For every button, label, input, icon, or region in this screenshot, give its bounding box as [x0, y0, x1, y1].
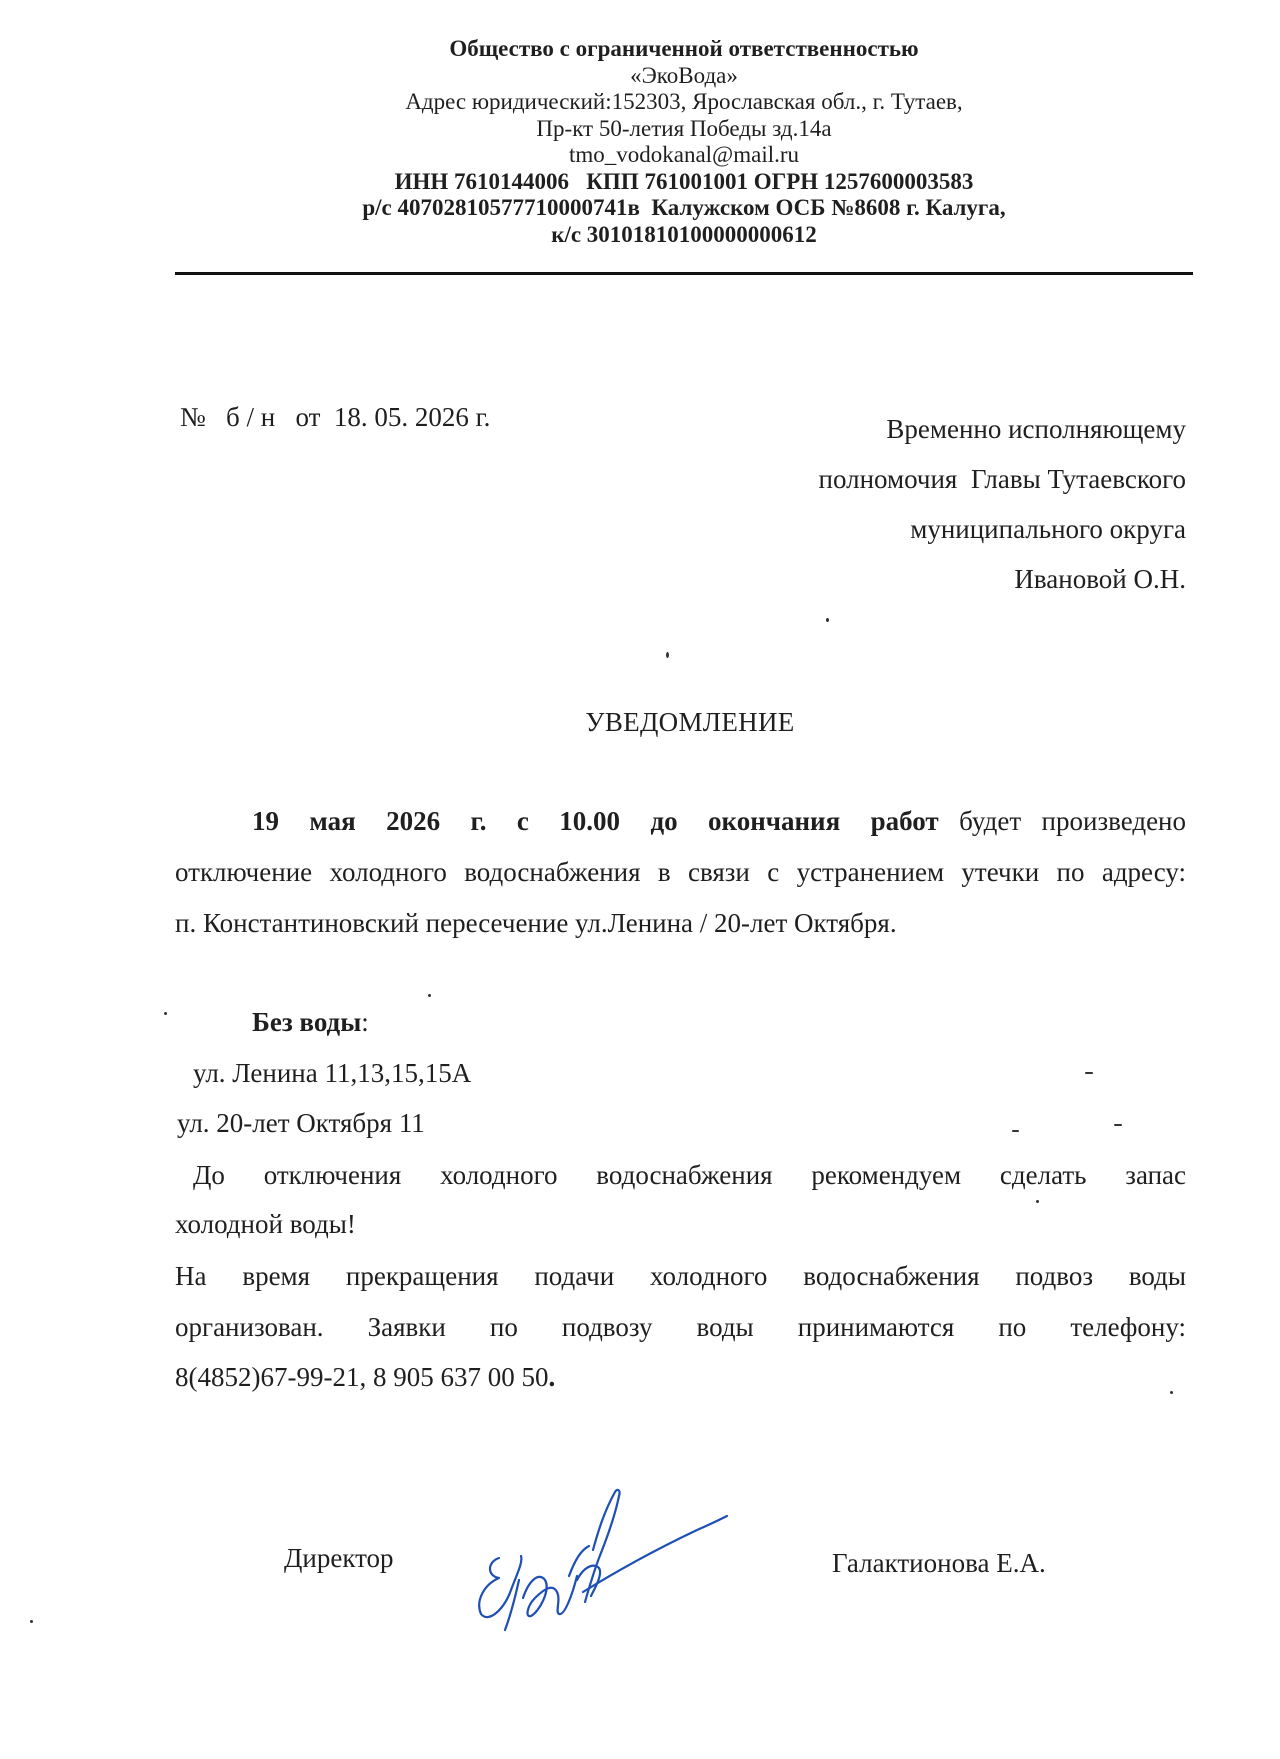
delivery-line1: На время прекращения подачи холодного водоснабжения подвоз воды	[175, 1261, 1186, 1291]
org-email: tmo_vodokanal@mail.ru	[568, 142, 800, 167]
org-bank-account: р/с 40702810577710000741в Калужском ОСБ №8608 г. Калуга,	[362, 195, 1006, 220]
no-water-colon: :	[361, 1007, 369, 1037]
signatory-name: Галактионова Е.А.	[832, 1548, 1046, 1578]
org-corr-account: к/с 30101810100000000612	[551, 221, 817, 247]
scan-speck	[1012, 1130, 1019, 1132]
scan-speck	[826, 618, 829, 622]
scan-speck	[1170, 1391, 1173, 1394]
scan-speck	[1036, 1200, 1039, 1203]
addressee-block	[819, 404, 1186, 604]
org-tax-ids: ИНН 7610144006 КПП 761001001 ОГРН 1257600003583	[394, 168, 974, 194]
signatory-position: Директор	[284, 1543, 394, 1573]
no-water-label: Без воды	[252, 1007, 362, 1037]
scan-speck	[1114, 1124, 1122, 1126]
addressee-line2: полномочия Главы Тутаевского	[818, 464, 1186, 494]
notice-line1	[252, 806, 1186, 837]
notice-line3: п. Константиновский пересечение ул.Ленина / 20-лет Октября.	[175, 908, 897, 938]
scan-speck	[666, 652, 669, 658]
document-title: УВЕДОМЛЕНИЕ	[585, 707, 795, 737]
handwritten-signature	[465, 1480, 735, 1640]
delivery-end-period: .	[548, 1362, 556, 1392]
letterhead	[175, 36, 1193, 248]
scan-speck	[428, 994, 431, 997]
no-water-street1: ул. Ленина 11,13,15,15А	[193, 1058, 472, 1088]
scan-speck	[30, 1620, 33, 1623]
addressee-line1: Временно исполняющему	[886, 414, 1186, 444]
legal-address-line1: Адрес юридический:152303, Ярославская обл., г. Тутаев,	[405, 89, 963, 114]
outgoing-reference: № б / н от 18. 05. 2026 г.	[180, 402, 491, 432]
notice-line2: отключение холодного водоснабжения в связи с устранением утечки по адресу:	[175, 857, 1186, 887]
no-water-street2: ул. 20-лет Октября 11	[177, 1108, 425, 1138]
delivery-line2: организован. Заявки по подвозу воды принимаются по телефону:	[175, 1312, 1186, 1342]
scan-speck	[1085, 1072, 1093, 1074]
org-name: «ЭкоВода»	[630, 62, 738, 88]
delivery-phone-numbers: 8(4852)67-99-21, 8 905 637 00 50	[175, 1362, 549, 1392]
delivery-phones	[175, 1362, 555, 1393]
org-legal-form: Общество с ограниченной ответственностью	[449, 36, 919, 61]
scan-speck	[164, 1012, 167, 1015]
letterhead-divider	[175, 272, 1193, 275]
notice-line1-rest: будет произведено	[938, 806, 1186, 836]
addressee-name: Ивановой О.Н.	[1014, 564, 1186, 594]
recommendation-line1: До отключения холодного водоснабжения рекомендуем сделать запас	[193, 1160, 1186, 1190]
legal-address-line2: Пр-кт 50-летия Победы зд.14а	[536, 115, 832, 141]
addressee-line3: муниципального округа	[910, 514, 1186, 544]
notice-date-time: 19 мая 2026 г. с 10.00 до окончания работ	[252, 806, 939, 836]
recommendation-line2: холодной воды!	[175, 1209, 356, 1239]
no-water-heading	[252, 1007, 369, 1038]
